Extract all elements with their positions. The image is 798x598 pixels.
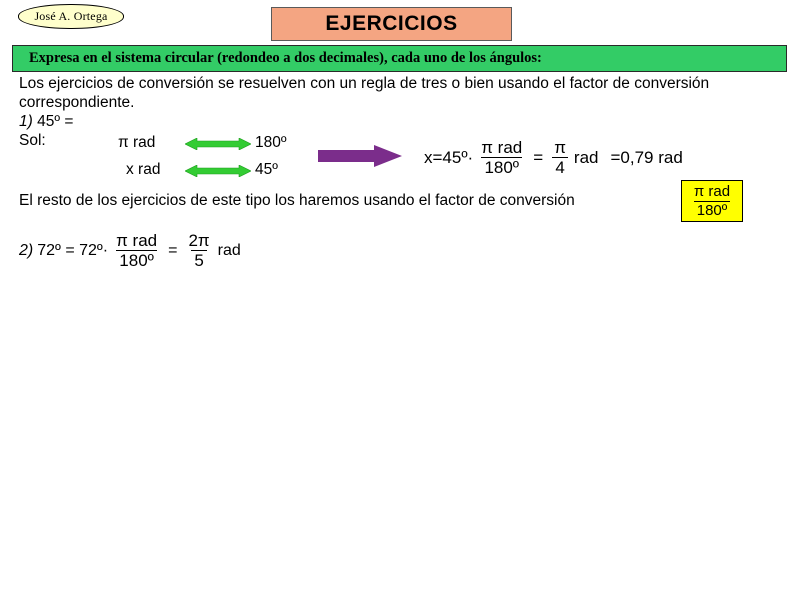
green-double-arrow-icon-2 xyxy=(185,165,251,177)
proportion-row1-left: π rad xyxy=(118,134,156,151)
author-badge xyxy=(18,4,124,29)
equation-2-unit: rad xyxy=(217,242,241,259)
equation-2-fraction-2 xyxy=(185,232,212,270)
title-box xyxy=(271,7,512,41)
exercise-1-number: 1) xyxy=(19,113,33,130)
equation-1-fraction-1-denominator: 180º xyxy=(481,157,522,177)
proportion-row2-left: x rad xyxy=(126,161,161,178)
equation-1-fraction-1-numerator: π rad xyxy=(481,138,523,157)
conversion-factor-numerator: π rad xyxy=(693,182,731,200)
solution-label: Sol: xyxy=(19,132,46,149)
exercise-1-heading xyxy=(19,113,73,131)
conversion-factor-fraction xyxy=(691,184,733,219)
equation-2-fraction-2-denominator: 5 xyxy=(191,250,206,270)
green-double-arrow-icon xyxy=(185,138,251,150)
exercise-2-number: 2) xyxy=(19,242,34,259)
equation-1-fraction-1 xyxy=(478,139,525,177)
equation-2-equals: = xyxy=(168,242,178,259)
equation-2-fraction-1 xyxy=(113,232,160,270)
equation-1-fraction-2-numerator: π xyxy=(554,138,566,157)
equation-1-fraction-2 xyxy=(551,139,569,177)
equation-1-lhs: x=45º· xyxy=(424,148,474,167)
equation-2-fraction-1-denominator: 180º xyxy=(116,250,157,270)
exercise-1-statement: 45º = xyxy=(37,113,74,130)
exercise-2 xyxy=(19,232,241,270)
instruction-text: Expresa en el sistema circular (redondeo a dos decimales), cada uno de los ángulos: xyxy=(29,50,542,66)
conversion-factor-denominator: 180º xyxy=(694,201,731,219)
author-name: José A. Ortega xyxy=(34,9,108,23)
conversion-factor-box xyxy=(681,180,743,222)
equation-1-fraction-2-denominator: 4 xyxy=(552,157,567,177)
intro-paragraph: Los ejercicios de conversión se resuelven con un regla de tres o bien usando el factor de conversión correspondiente. xyxy=(19,75,710,111)
equation-1-equals: = xyxy=(533,148,544,167)
equation-2-fraction-1-numerator: π rad xyxy=(116,231,158,250)
exercise-2-statement: 72º = 72º· xyxy=(37,242,109,259)
equation-1-result: =0,79 rad xyxy=(610,148,683,167)
equation-1 xyxy=(424,139,683,177)
instruction-banner xyxy=(12,45,787,72)
equation-1-unit: rad xyxy=(573,148,599,167)
resto-paragraph: El resto de los ejercicios de este tipo los haremos usando el factor de conversión xyxy=(19,192,575,209)
purple-arrow-icon xyxy=(318,145,402,167)
proportion-row1-right: 180º xyxy=(255,134,287,151)
proportion-row2-right: 45º xyxy=(255,161,278,178)
equation-2-fraction-2-numerator: 2π xyxy=(188,231,210,250)
page-title: EJERCICIOS xyxy=(325,12,458,35)
